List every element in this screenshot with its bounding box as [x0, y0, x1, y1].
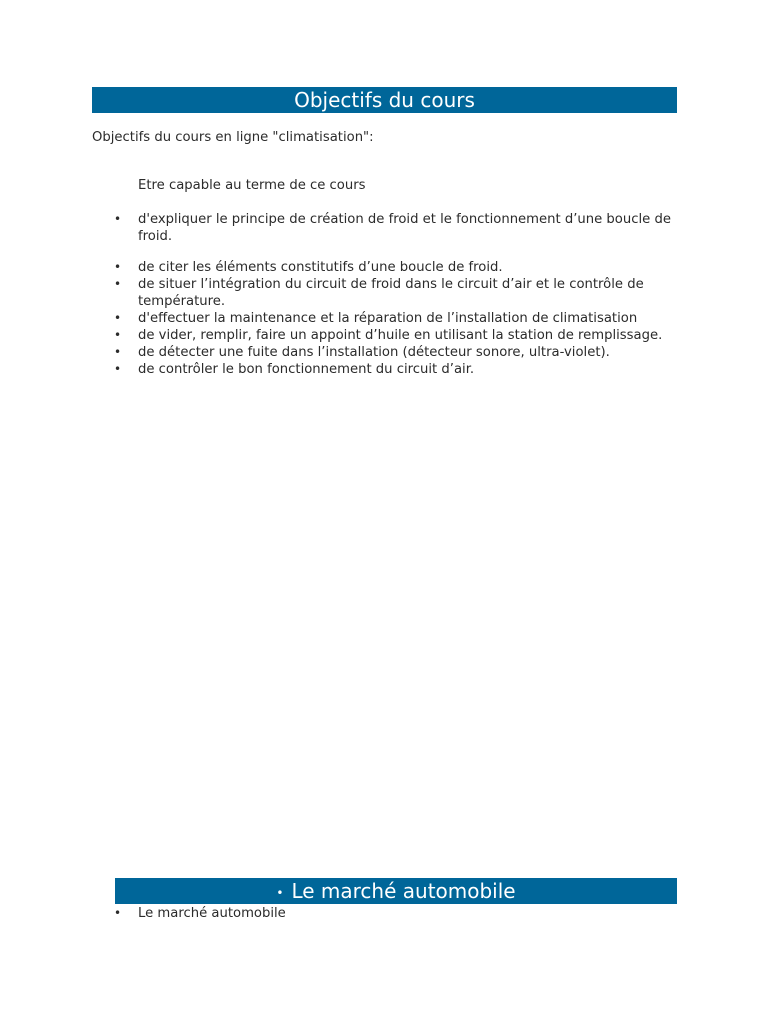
- objectives-list-first: [0, 211, 678, 245]
- list-item: • d'expliquer le principe de création de froid et le fonctionnement d’une boucle de froid.: [0, 211, 678, 245]
- list-item: • Le marché automobile: [0, 905, 678, 922]
- list-item: • de citer les éléments constitutifs d’une boucle de froid.: [0, 259, 678, 276]
- section-heading-text: Objectifs du cours: [294, 88, 475, 112]
- list-item: • d'effectuer la maintenance et la réparation de l’installation de climatisation: [0, 310, 678, 327]
- heading-bullet: •: [276, 885, 284, 900]
- objectives-list: [0, 259, 678, 378]
- list-item: • de vider, remplir, faire un appoint d’huile en utilisant la station de remplissage.: [0, 327, 678, 344]
- list-item: • de contrôler le bon fonctionnement du circuit d’air.: [0, 361, 678, 378]
- intro-text: Objectifs du cours en ligne "climatisation":: [92, 130, 374, 145]
- lead-text: Etre capable au terme de ce cours: [138, 178, 366, 193]
- section-heading-marche: [115, 878, 677, 904]
- marche-list: [0, 905, 678, 922]
- list-item: • de situer l’intégration du circuit de froid dans le circuit d’air et le contrôle de température.: [0, 276, 678, 310]
- section-heading-objectifs: [92, 87, 677, 113]
- list-item: • de détecter une fuite dans l’installation (détecteur sonore, ultra-violet).: [0, 344, 678, 361]
- section-heading-text: Le marché automobile: [291, 879, 516, 903]
